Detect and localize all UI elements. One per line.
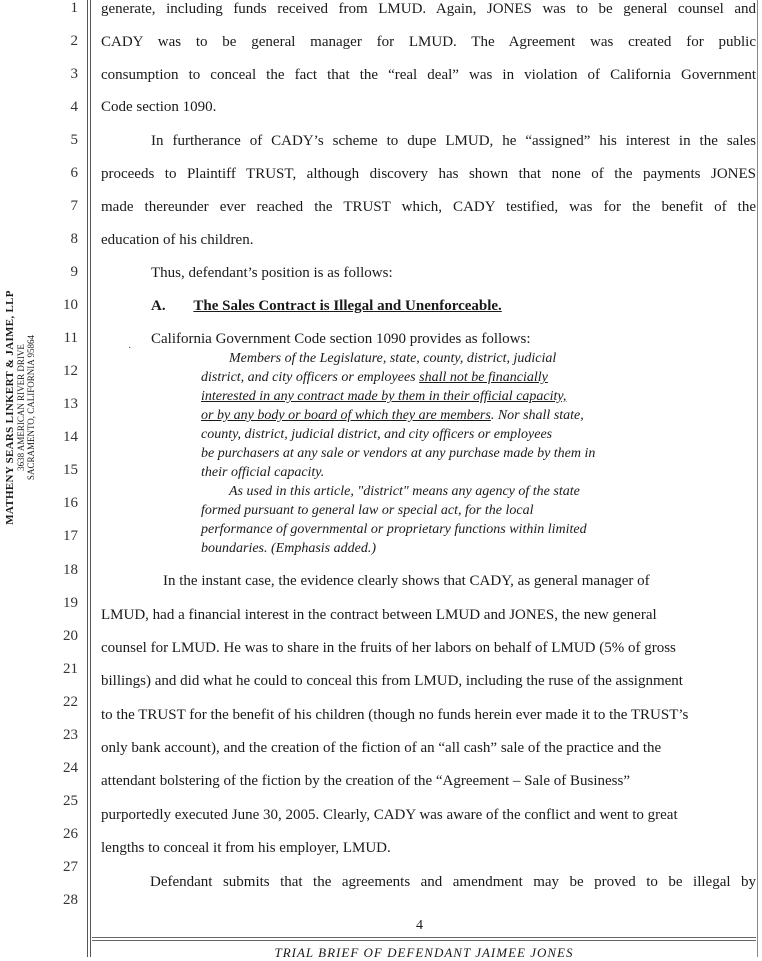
quote-line: formed pursuant to general law or special act, for the local (201, 503, 534, 518)
line-number: 10 (63, 297, 78, 313)
quote-emphasis: or by any body or board of which they are members (201, 408, 491, 423)
body-line: Code section 1090. (101, 99, 217, 115)
line-number: 22 (63, 694, 78, 710)
body-line: In the instant case, the evidence clearly shows that CADY, as general manager of (163, 573, 650, 589)
body-line: only bank account), and the creation of the fiction of an “all cash” sale of the practice and the (101, 740, 662, 756)
line-number: 15 (63, 462, 78, 478)
scan-mark: · (128, 343, 132, 354)
body-line: Defendant submits that the agreements and amendment may be proved to be illegal by (150, 874, 756, 890)
body-line: In furtherance of CADY’s scheme to dupe LMUD, he “assigned” his interest in the sales (151, 133, 756, 149)
quote-emphasis: interested in any contract made by them in their official capacity, (201, 389, 567, 404)
heading-title: The Sales Contract is Illegal and Unenforceable. (193, 298, 502, 314)
quote-line (201, 370, 671, 386)
body-line: CADY was to be general manager for LMUD. The Agreement was created for public (101, 34, 756, 50)
margin-rule-left (87, 0, 88, 957)
line-number: 3 (70, 66, 78, 82)
footer-rule (92, 940, 756, 941)
body-line: Thus, defendant’s position is as follows: (151, 265, 393, 281)
heading-letter: A. (151, 298, 166, 314)
line-number: 16 (63, 495, 78, 511)
body-line: to the TRUST for the benefit of his children (though no funds herein ever made it to the TRUST’s (101, 707, 689, 723)
page-number: 4 (416, 918, 423, 933)
body-line: billings) and did what he could to conceal this from LMUD, including the ruse of the assignment (101, 673, 683, 689)
body-line: made thereunder ever reached the TRUST which, CADY testified, was for the benefit of the (101, 199, 756, 215)
margin-rule-left-inner (90, 0, 91, 957)
line-number: 28 (63, 892, 78, 908)
quote-line: Members of the Legislature, state, county, district, judicial (229, 351, 557, 366)
body-line: education of his children. (101, 232, 254, 248)
firm-name: MATHENY SEARS LINKERT & JAIME, LLP (4, 290, 16, 525)
line-number: 9 (70, 264, 78, 280)
line-number: 1 (70, 0, 78, 16)
line-number: 12 (63, 363, 78, 379)
quote-line: be purchasers at any sale or vendors at any purchase made by them in (201, 446, 596, 461)
quote-line: As used in this article, "district" means any agency of the state (229, 484, 580, 499)
line-number: 19 (63, 595, 78, 611)
body-line: lengths to conceal it from his employer, LMUD. (101, 840, 391, 856)
quote-line: boundaries. (Emphasis added.) (201, 541, 376, 556)
body-line: California Government Code section 1090 provides as follows: (151, 331, 531, 347)
footer-rule (92, 937, 756, 938)
firm-stamp (4, 270, 46, 545)
body-line: attendant bolstering of the fiction by the creation of the “Agreement – Sale of Business” (101, 773, 631, 789)
line-number: 17 (63, 528, 78, 544)
line-number: 8 (70, 231, 78, 247)
firm-address-street: 3638 AMERICAN RIVER DRIVE (16, 344, 26, 471)
body-line: generate, including funds received from LMUD. Again, JONES was to be general counsel and (101, 1, 756, 17)
quote-line: their official capacity. (201, 465, 325, 480)
body-line: proceeds to Plaintiff TRUST, although discovery has shown that none of the payments JONES (101, 166, 756, 182)
line-number: 5 (70, 132, 78, 148)
body-line: counsel for LMUD. He was to share in the fruits of her labors on behalf of LMUD (5% of gross (101, 640, 676, 656)
line-number: 18 (63, 562, 78, 578)
line-number: 4 (70, 99, 78, 115)
line-number: 24 (63, 760, 78, 776)
body-line: purportedly executed June 30, 2005. Clearly, CADY was aware of the conflict and went to great (101, 807, 678, 823)
quote-line: performance of governmental or proprietary functions within limited (201, 522, 587, 537)
line-number: 25 (63, 793, 78, 809)
line-number: 26 (63, 826, 78, 842)
quote-line (201, 408, 671, 424)
line-number: 14 (63, 429, 78, 445)
line-number: 23 (63, 727, 78, 743)
quote-text: . Nor shall state, (490, 408, 584, 423)
line-number: 6 (70, 165, 78, 181)
line-number: 27 (63, 859, 78, 875)
line-number: 7 (70, 198, 78, 214)
quote-line: county, district, judicial district, and city officers or employees (201, 427, 553, 442)
footer-title: TRIAL BRIEF OF DEFENDANT JAIMEE JONES (274, 945, 574, 960)
quote-emphasis: shall not be financially (419, 370, 548, 385)
line-number: 11 (63, 330, 78, 346)
line-number: 21 (63, 661, 78, 677)
line-number: 13 (63, 396, 78, 412)
body-line: LMUD, had a financial interest in the contract between LMUD and JONES, the new general (101, 607, 657, 623)
quote-text: district, and city officers or employees (201, 370, 420, 385)
line-number: 20 (63, 628, 78, 644)
margin-rule-right (757, 0, 758, 957)
body-line: consumption to conceal the fact that the “real deal” was in violation of California Government (101, 67, 756, 83)
section-heading (151, 297, 762, 315)
firm-address-city: SACRAMENTO, CALIFORNIA 95864 (26, 334, 36, 481)
line-number: 2 (70, 33, 78, 49)
